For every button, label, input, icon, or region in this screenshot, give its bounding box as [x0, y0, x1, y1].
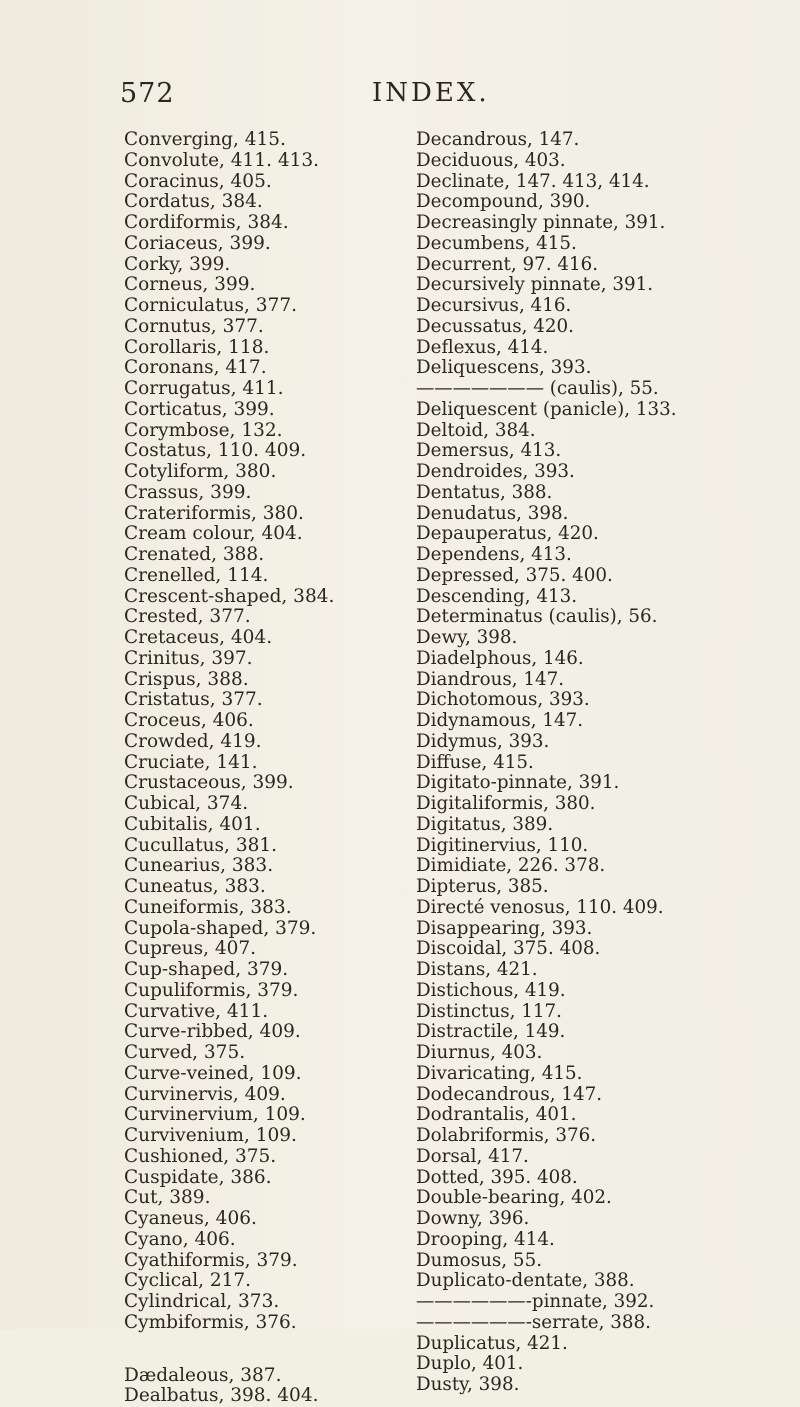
- index-entry: Cyclical, 217.: [124, 1270, 252, 1292]
- index-entry: Declinate, 147. 413, 414.: [416, 170, 650, 192]
- index-entry: Deflexus, 414.: [416, 336, 549, 358]
- index-entry: Digitatus, 389.: [416, 813, 554, 835]
- index-entry: Cruciate, 141.: [124, 751, 258, 773]
- index-entry: Dichotomous, 393.: [416, 689, 590, 711]
- index-entry: Corymbose, 132.: [124, 419, 283, 441]
- index-entry: Deltoid, 384.: [416, 419, 536, 441]
- index-entry: Cunearius, 383.: [124, 855, 274, 877]
- index-entry: Diurnus, 403.: [416, 1042, 543, 1063]
- index-entry: Dorsal, 417.: [416, 1145, 529, 1167]
- index-entry: Dimidiate, 226. 378.: [416, 855, 606, 877]
- index-entry: Cubitalis, 401.: [124, 813, 261, 835]
- index-column-left: [124, 130, 424, 1407]
- index-entry: Curved, 375.: [124, 1042, 246, 1063]
- index-entry: Divaricating, 415.: [416, 1062, 583, 1084]
- index-entry: Corollaris, 118.: [124, 336, 270, 358]
- index-entry: ——————— (caulis), 55.: [416, 378, 659, 399]
- index-entry: Cushioned, 375.: [124, 1145, 277, 1167]
- index-entry: Crested, 377.: [124, 606, 251, 628]
- index-entry: Corniculatus, 377.: [124, 295, 297, 316]
- index-entry: ——————-serrate, 388.: [416, 1311, 651, 1333]
- index-entry: Decreasingly pinnate, 391.: [416, 212, 666, 233]
- index-entry: Decussatus, 420.: [416, 315, 574, 337]
- index-entry: Deliquescens, 393.: [416, 357, 592, 379]
- index-entry: Cucullatus, 381.: [124, 834, 278, 856]
- index-entry: Cyano, 406.: [124, 1228, 236, 1250]
- index-entry: Dependens, 413.: [416, 544, 572, 565]
- index-entry: Decompound, 390.: [416, 191, 591, 213]
- index-entry: Corneus, 399.: [124, 274, 256, 296]
- index-entry: Cuneiformis, 383.: [124, 896, 292, 918]
- index-entry: Coracinus, 405.: [124, 170, 272, 192]
- index-entry: Directé venosus, 110. 409.: [416, 896, 664, 918]
- index-entry: Dealbatus, 398. 404.: [124, 1385, 319, 1407]
- index-entry: Depressed, 375. 400.: [416, 564, 613, 586]
- index-entry: Crateriformis, 380.: [124, 502, 304, 524]
- index-entry: Crescent-shaped, 384.: [124, 585, 335, 607]
- index-entry: Dædaleous, 387.: [124, 1364, 282, 1386]
- index-entry: Discoidal, 375. 408.: [416, 938, 601, 960]
- index-entry: Duplicatus, 421.: [416, 1332, 568, 1354]
- index-entry: Crinitus, 397.: [124, 647, 253, 669]
- index-entry: Dewy, 398.: [416, 627, 518, 648]
- index-entry: Determinatus (caulis), 56.: [416, 606, 658, 628]
- index-entry: Coriaceus, 399.: [124, 232, 271, 254]
- index-entry: Distichous, 419.: [416, 979, 566, 1001]
- index-entry: Curve-ribbed, 409.: [124, 1021, 301, 1043]
- index-entry: Cordiformis, 384.: [124, 212, 289, 233]
- index-entry: Didynamous, 147.: [416, 710, 584, 731]
- index-entry: Corrugatus, 411.: [124, 378, 284, 399]
- index-entry: Digitato-pinnate, 391.: [416, 772, 620, 794]
- index-entry: Denudatus, 398.: [416, 502, 569, 524]
- index-entry: Drooping, 414.: [416, 1228, 555, 1250]
- index-entry: ——————-pinnate, 392.: [416, 1291, 655, 1312]
- index-entry: Curvivenium, 109.: [124, 1125, 297, 1146]
- index-entry: Crenelled, 114.: [124, 564, 269, 586]
- page-header: [0, 78, 800, 118]
- index-entry: Duplicato-dentate, 388.: [416, 1270, 635, 1292]
- index-entry: Deliquescent (panicle), 133.: [416, 398, 677, 420]
- index-entry: Crowded, 419.: [124, 730, 262, 752]
- index-entry: Crenated, 388.: [124, 544, 265, 565]
- index-entry: Diffuse, 415.: [416, 751, 534, 773]
- index-entry: Dusty, 398.: [416, 1374, 520, 1395]
- index-entry: Cylindrical, 373.: [124, 1291, 280, 1312]
- index-entry: Deciduous, 403.: [416, 149, 566, 171]
- index-entry: Decumbens, 415.: [416, 232, 577, 254]
- index-entry: Dodecandrous, 147.: [416, 1083, 603, 1105]
- index-entry: Dendroides, 393.: [416, 461, 575, 482]
- index-entry: Cymbiformis, 376.: [124, 1311, 297, 1333]
- index-entry: Digitinervius, 110.: [416, 834, 589, 856]
- index-entry: Cuneatus, 383.: [124, 876, 266, 897]
- index-entry: Cup-shaped, 379.: [124, 959, 289, 980]
- index-entry: Cut, 389.: [124, 1187, 211, 1209]
- index-entry: Distinctus, 117.: [416, 1000, 562, 1022]
- index-entry: Convolute, 411. 413.: [124, 149, 320, 171]
- index-entry: Curvative, 411.: [124, 1000, 269, 1022]
- index-entry: Cyaneus, 406.: [124, 1208, 257, 1229]
- index-entry: Decandrous, 147.: [416, 129, 580, 150]
- index-entry: Crustaceous, 399.: [124, 772, 294, 794]
- index-entry: Coronans, 417.: [124, 357, 267, 379]
- index-entry: Dentatus, 388.: [416, 481, 553, 503]
- index-entry: Corticatus, 399.: [124, 398, 275, 420]
- index-entry: Disappearing, 393.: [416, 917, 593, 939]
- index-entry: Decursivus, 416.: [416, 295, 572, 316]
- index-entry: Duplo, 401.: [416, 1353, 524, 1375]
- index-entry: Distans, 421.: [416, 959, 538, 980]
- index-entry: Didymus, 393.: [416, 730, 550, 752]
- index-entry: Depauperatus, 420.: [416, 523, 599, 545]
- index-column-right: [416, 130, 716, 1396]
- index-entry: Curve-veined, 109.: [124, 1062, 302, 1084]
- index-entry: Double-bearing, 402.: [416, 1187, 612, 1209]
- index-entry: Cretaceus, 404.: [124, 627, 273, 648]
- index-entry: Diadelphous, 146.: [416, 647, 584, 669]
- page-number: 572: [120, 78, 175, 109]
- index-entry: Corky, 399.: [124, 253, 231, 275]
- index-entry: Crispus, 388.: [124, 668, 249, 690]
- index-entry: Demersus, 413.: [416, 440, 562, 462]
- index-entry: Downy, 396.: [416, 1208, 530, 1229]
- index-entry: Digitaliformis, 380.: [416, 793, 596, 814]
- index-entry: Distractile, 149.: [416, 1021, 566, 1043]
- index-entry: Dolabriformis, 376.: [416, 1125, 597, 1146]
- index-entry: Decursively pinnate, 391.: [416, 274, 654, 296]
- index-entry: Costatus, 110. 409.: [124, 440, 307, 462]
- index-entry: Dipterus, 385.: [416, 876, 549, 897]
- index-entry: Dumosus, 55.: [416, 1249, 543, 1271]
- index-entry: Cupuliformis, 379.: [124, 979, 299, 1001]
- index-entry: Cyathiformis, 379.: [124, 1249, 298, 1271]
- running-title: INDEX.: [372, 78, 490, 108]
- index-entry: Dotted, 395. 408.: [416, 1166, 578, 1188]
- index-entry: Crassus, 399.: [124, 481, 252, 503]
- index-entry: Dodrantalis, 401.: [416, 1104, 577, 1126]
- index-entry: Descending, 413.: [416, 585, 578, 607]
- index-entry: Curvinervis, 409.: [124, 1083, 286, 1105]
- index-entry: Converging, 415.: [124, 129, 286, 150]
- index-entry: Cornutus, 377.: [124, 315, 264, 337]
- index-entry: Cotyliform, 380.: [124, 461, 277, 482]
- index-entry: Cordatus, 384.: [124, 191, 263, 213]
- index-entry: Diandrous, 147.: [416, 668, 565, 690]
- index-entry: Cubical, 374.: [124, 793, 249, 814]
- index-entry: Cuspidate, 386.: [124, 1166, 272, 1188]
- index-entry: Decurrent, 97. 416.: [416, 253, 599, 275]
- index-entry: Croceus, 406.: [124, 710, 254, 731]
- index-entry: Cupola-shaped, 379.: [124, 917, 317, 939]
- index-entry: Cupreus, 407.: [124, 938, 257, 960]
- index-entry: Cream colour, 404.: [124, 523, 303, 545]
- index-entry: Cristatus, 377.: [124, 689, 263, 711]
- index-entry: Curvinervium, 109.: [124, 1104, 306, 1126]
